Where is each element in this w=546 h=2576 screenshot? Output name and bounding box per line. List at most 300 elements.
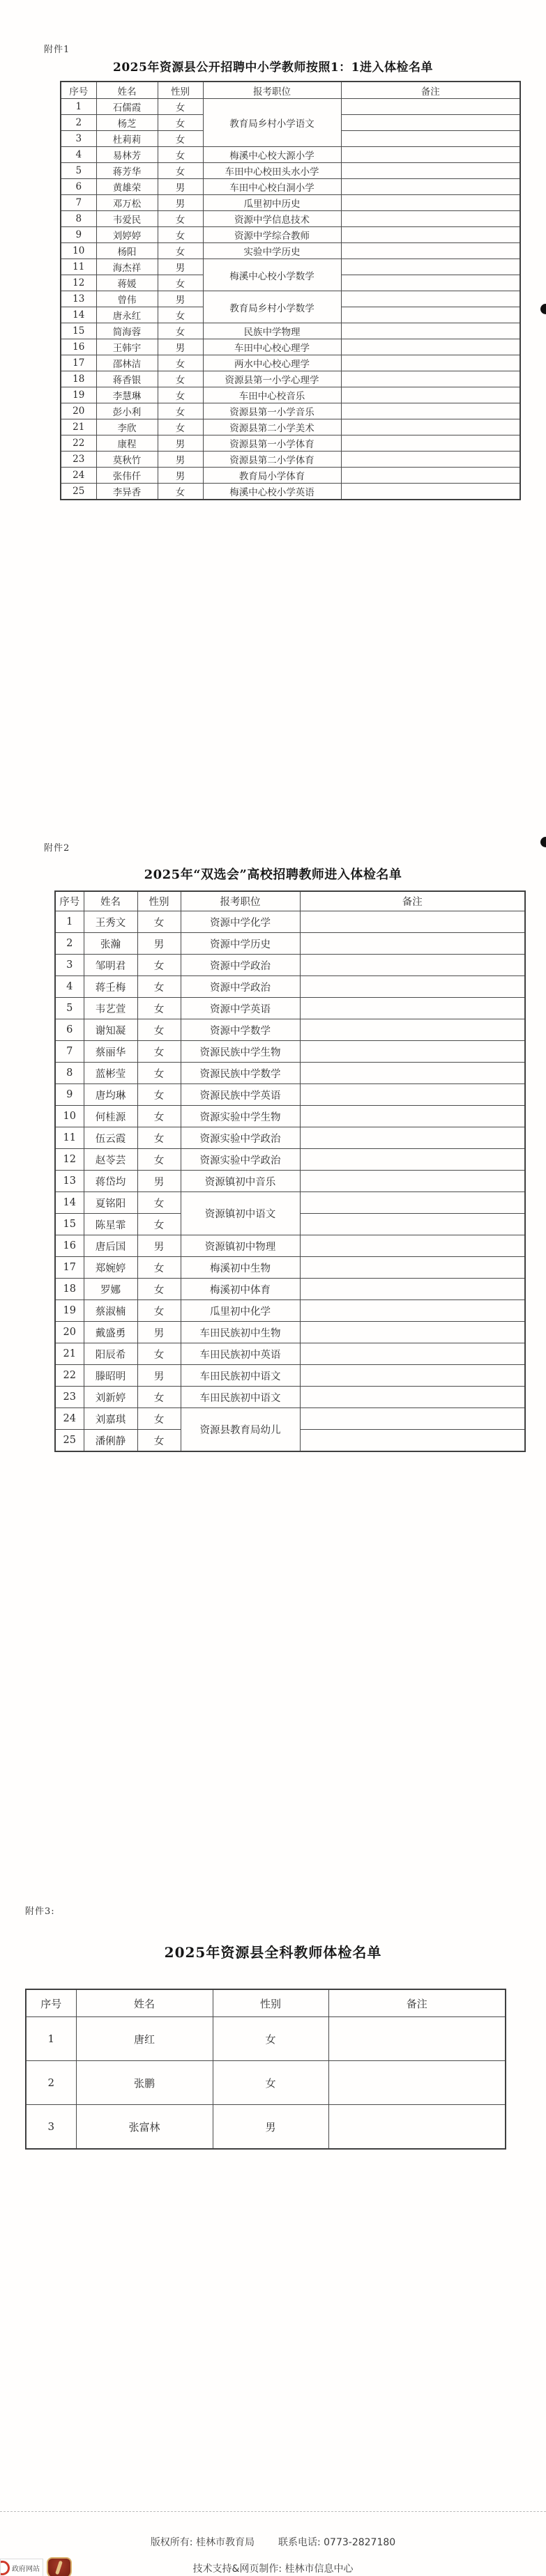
- remark-cell: [300, 1343, 525, 1365]
- remark-cell: [300, 1192, 525, 1214]
- name-cell: 莫秋竹: [96, 452, 158, 468]
- table-row: [55, 1235, 525, 1257]
- remark-cell: [300, 1214, 525, 1235]
- name-cell: 罗娜: [84, 1279, 137, 1300]
- name-cell: 曾伟: [96, 291, 158, 307]
- table-row: [61, 355, 520, 371]
- position-cell: 车田中心校音乐: [203, 387, 341, 403]
- position-cell: 资源县第二小学体育: [203, 452, 341, 468]
- position-cell: 资源镇初中物理: [181, 1235, 300, 1257]
- table-row: [55, 976, 525, 998]
- table-row: [61, 435, 520, 452]
- name-cell: 易林芳: [96, 147, 158, 163]
- remark-cell: [341, 259, 520, 275]
- serial-cell: 2: [26, 2061, 76, 2105]
- serial-cell: 15: [61, 323, 96, 339]
- position-cell: 资源县教育局幼儿: [181, 1408, 300, 1452]
- table-row: [55, 1257, 525, 1279]
- table-row: [55, 1365, 525, 1387]
- name-cell: 彭小利: [96, 403, 158, 419]
- name-cell: 王韩宇: [96, 339, 158, 355]
- position-cell: 资源民族中学数学: [181, 1063, 300, 1084]
- serial-cell: 18: [55, 1279, 84, 1300]
- gov-shield-glyph: [55, 2561, 63, 2575]
- remark-cell: [341, 131, 520, 147]
- remark-cell: [300, 1063, 525, 1084]
- serial-cell: 21: [61, 419, 96, 435]
- gender-cell: 女: [137, 1127, 181, 1149]
- position-cell: 资源县第一小学体育: [203, 435, 341, 452]
- table-row: [61, 339, 520, 355]
- name-cell: 刘婷婷: [96, 227, 158, 243]
- table-row: [55, 1063, 525, 1084]
- name-cell: 邹明君: [84, 955, 137, 976]
- position-cell: 资源县第二小学美术: [203, 419, 341, 435]
- remark-cell: [341, 355, 520, 371]
- name-cell: 唐均琳: [84, 1084, 137, 1106]
- position-cell: 梅溪初中体育: [181, 1279, 300, 1300]
- serial-cell: 24: [55, 1408, 84, 1430]
- position-cell: 教育局乡村小学语文: [203, 99, 341, 147]
- remark-cell: [328, 2017, 506, 2061]
- serial-cell: 19: [61, 387, 96, 403]
- remark-cell: [341, 179, 520, 195]
- name-cell: 潘俐静: [84, 1430, 137, 1452]
- position-cell: 资源县第一小学音乐: [203, 403, 341, 419]
- table-row: [55, 1106, 525, 1127]
- name-cell: 黄雄荣: [96, 179, 158, 195]
- name-cell: 蔡丽华: [84, 1041, 137, 1063]
- serial-cell: 24: [61, 468, 96, 484]
- serial-cell: 22: [55, 1365, 84, 1387]
- column-header: 序号: [26, 1989, 76, 2017]
- name-cell: 海杰祥: [96, 259, 158, 275]
- serial-cell: 13: [55, 1171, 84, 1192]
- name-cell: 李异香: [96, 484, 158, 500]
- table-row: [61, 195, 520, 211]
- gender-cell: 男: [158, 452, 203, 468]
- serial-cell: 23: [61, 452, 96, 468]
- table-row: [61, 291, 520, 307]
- serial-cell: 11: [61, 259, 96, 275]
- name-cell: 蒋芳华: [96, 163, 158, 179]
- remark-cell: [300, 1041, 525, 1063]
- table-row: [61, 211, 520, 227]
- serial-cell: 10: [55, 1106, 84, 1127]
- table-row: [55, 1171, 525, 1192]
- gender-cell: 女: [158, 484, 203, 500]
- table-row: [55, 933, 525, 955]
- name-cell: 简海蓉: [96, 323, 158, 339]
- column-header: 备注: [341, 82, 520, 99]
- name-cell: 张瀚: [84, 933, 137, 955]
- attachment2-label: 附件2: [44, 843, 70, 854]
- gender-cell: 女: [158, 115, 203, 131]
- gov-website-error-badge[interactable]: [0, 2559, 43, 2576]
- gender-cell: 女: [137, 1063, 181, 1084]
- serial-cell: 23: [55, 1387, 84, 1408]
- table1-recruitment-list: [60, 81, 521, 500]
- gender-cell: 男: [137, 1171, 181, 1192]
- name-cell: 杜莉莉: [96, 131, 158, 147]
- remark-cell: [300, 1279, 525, 1300]
- column-header: 报考职位: [203, 82, 341, 99]
- serial-cell: 11: [55, 1127, 84, 1149]
- remark-cell: [341, 275, 520, 291]
- table-row: [61, 179, 520, 195]
- gender-cell: 女: [158, 147, 203, 163]
- gender-cell: 男: [137, 1322, 181, 1343]
- position-cell: 教育局乡村小学数学: [203, 291, 341, 323]
- serial-cell: 16: [55, 1235, 84, 1257]
- gender-cell: 女: [137, 1343, 181, 1365]
- position-cell: 资源中学综合教师: [203, 227, 341, 243]
- position-cell: 车田民族初中生物: [181, 1322, 300, 1343]
- remark-cell: [341, 419, 520, 435]
- position-cell: 资源县第一小学心理学: [203, 371, 341, 387]
- remark-cell: [300, 955, 525, 976]
- serial-cell: 10: [61, 243, 96, 259]
- gender-cell: 女: [137, 1019, 181, 1041]
- table-header-row: [55, 891, 525, 911]
- name-cell: 韦艺萱: [84, 998, 137, 1019]
- column-header: 序号: [61, 82, 96, 99]
- position-cell: 资源实验中学政治: [181, 1149, 300, 1171]
- table-row: [55, 955, 525, 976]
- remark-cell: [300, 1257, 525, 1279]
- gender-cell: 女: [213, 2017, 328, 2061]
- position-cell: 资源中学英语: [181, 998, 300, 1019]
- gender-cell: 女: [158, 227, 203, 243]
- column-header: 姓名: [76, 1989, 213, 2017]
- table-row: [61, 243, 520, 259]
- position-cell: 民族中学物理: [203, 323, 341, 339]
- serial-cell: 12: [55, 1149, 84, 1171]
- serial-cell: 12: [61, 275, 96, 291]
- table2-title: 2025年“双选会”高校招聘教师进入体检名单: [144, 867, 402, 882]
- serial-cell: 9: [61, 227, 96, 243]
- gender-cell: 女: [158, 163, 203, 179]
- serial-cell: 5: [61, 163, 96, 179]
- position-cell: 梅溪中心校小学英语: [203, 484, 341, 500]
- remark-cell: [341, 163, 520, 179]
- serial-cell: 2: [55, 933, 84, 955]
- position-cell: 梅溪中心校大源小学: [203, 147, 341, 163]
- serial-cell: 17: [61, 355, 96, 371]
- position-cell: 教育局小学体育: [203, 468, 341, 484]
- name-cell: 郑婉婷: [84, 1257, 137, 1279]
- column-header: 备注: [300, 891, 525, 911]
- footer-copyright-line: [0, 2535, 546, 2549]
- position-cell: 资源中学政治: [181, 976, 300, 998]
- scan-artifact-dot: [540, 304, 546, 314]
- column-header: 性别: [213, 1989, 328, 2017]
- serial-cell: 16: [61, 339, 96, 355]
- serial-cell: 14: [61, 307, 96, 323]
- table-row: [61, 163, 520, 179]
- serial-cell: 20: [55, 1322, 84, 1343]
- gender-cell: 女: [137, 955, 181, 976]
- gender-cell: 女: [137, 1300, 181, 1322]
- name-cell: 李欣: [96, 419, 158, 435]
- name-cell: 张富林: [76, 2105, 213, 2150]
- serial-cell: 7: [61, 195, 96, 211]
- remark-cell: [341, 468, 520, 484]
- attachment1-label: 附件1: [44, 45, 70, 55]
- remark-cell: [341, 195, 520, 211]
- remark-cell: [341, 323, 520, 339]
- table3-physical-exam-list: [25, 1989, 506, 2150]
- contact-phone-text: 联系电话: 0773-2827180: [278, 2537, 396, 2548]
- serial-cell: 13: [61, 291, 96, 307]
- remark-cell: [341, 99, 520, 115]
- serial-cell: 1: [26, 2017, 76, 2061]
- gender-cell: 男: [158, 291, 203, 307]
- table-row: [55, 1408, 525, 1430]
- remark-cell: [300, 1300, 525, 1322]
- column-header: 性别: [158, 82, 203, 99]
- table-row: [55, 1019, 525, 1041]
- table-row: [55, 1279, 525, 1300]
- remark-cell: [341, 227, 520, 243]
- gender-cell: 女: [137, 1041, 181, 1063]
- remark-cell: [300, 1019, 525, 1041]
- table-row: [55, 1041, 525, 1063]
- gender-cell: 女: [158, 99, 203, 115]
- column-header: 序号: [55, 891, 84, 911]
- name-cell: 李慧琳: [96, 387, 158, 403]
- table-row: [61, 259, 520, 275]
- gender-cell: 男: [158, 435, 203, 452]
- gender-cell: 女: [137, 1084, 181, 1106]
- table-header-row: [26, 1989, 506, 2017]
- table1-title: 2025年资源县公开招聘中小学教师按照1：1进入体检名单: [113, 61, 433, 75]
- gov-badge-label: 政府网站: [12, 2566, 40, 2573]
- name-cell: 韦爱民: [96, 211, 158, 227]
- position-cell: 资源中学政治: [181, 955, 300, 976]
- serial-cell: 20: [61, 403, 96, 419]
- name-cell: 唐红: [76, 2017, 213, 2061]
- name-cell: 蒋香银: [96, 371, 158, 387]
- serial-cell: 4: [61, 147, 96, 163]
- gender-cell: 男: [158, 468, 203, 484]
- name-cell: 何桂源: [84, 1106, 137, 1127]
- serial-cell: 6: [61, 179, 96, 195]
- attachment3-label: 附件3:: [25, 1906, 55, 1917]
- gender-cell: 男: [213, 2105, 328, 2150]
- serial-cell: 25: [55, 1430, 84, 1452]
- serial-cell: 18: [61, 371, 96, 387]
- column-header: 报考职位: [181, 891, 300, 911]
- name-cell: 唐永红: [96, 307, 158, 323]
- gender-cell: 女: [137, 1430, 181, 1452]
- gender-cell: 女: [137, 1257, 181, 1279]
- remark-cell: [341, 291, 520, 307]
- serial-cell: 8: [55, 1063, 84, 1084]
- name-cell: 蒋壬梅: [84, 976, 137, 998]
- gender-cell: 女: [158, 323, 203, 339]
- gender-cell: 女: [158, 243, 203, 259]
- position-cell: 资源实验中学生物: [181, 1106, 300, 1127]
- table-row: [61, 403, 520, 419]
- position-cell: 实验中学历史: [203, 243, 341, 259]
- position-cell: 车田民族初中英语: [181, 1343, 300, 1365]
- remark-cell: [341, 387, 520, 403]
- table-row: [61, 99, 520, 115]
- remark-cell: [300, 1106, 525, 1127]
- serial-cell: 9: [55, 1084, 84, 1106]
- remark-cell: [328, 2061, 506, 2105]
- scan-artifact-dot: [540, 837, 546, 847]
- position-cell: 资源实验中学政治: [181, 1127, 300, 1149]
- name-cell: 张鹏: [76, 2061, 213, 2105]
- position-cell: 车田民族初中语文: [181, 1365, 300, 1387]
- gender-cell: 女: [213, 2061, 328, 2105]
- serial-cell: 14: [55, 1192, 84, 1214]
- position-cell: 资源中学数学: [181, 1019, 300, 1041]
- name-cell: 伍云霞: [84, 1127, 137, 1149]
- gender-cell: 男: [158, 179, 203, 195]
- table-row: [55, 1127, 525, 1149]
- serial-cell: 3: [55, 955, 84, 976]
- gender-cell: 女: [158, 131, 203, 147]
- remark-cell: [300, 933, 525, 955]
- name-cell: 陈星霏: [84, 1214, 137, 1235]
- footer-support-line: [0, 2561, 546, 2575]
- gender-cell: 女: [137, 1149, 181, 1171]
- name-cell: 邓万松: [96, 195, 158, 211]
- name-cell: 滕昭明: [84, 1365, 137, 1387]
- remark-cell: [300, 911, 525, 933]
- gender-cell: 男: [158, 195, 203, 211]
- table-row: [55, 911, 525, 933]
- remark-cell: [300, 998, 525, 1019]
- remark-cell: [300, 976, 525, 998]
- table-row: [26, 2061, 506, 2105]
- table-row: [61, 323, 520, 339]
- gender-cell: 女: [137, 1106, 181, 1127]
- position-cell: 车田中心校心理学: [203, 339, 341, 355]
- table-row: [26, 2017, 506, 2061]
- gender-cell: 男: [137, 1365, 181, 1387]
- gender-cell: 男: [158, 259, 203, 275]
- table-row: [61, 147, 520, 163]
- table-row: [55, 1343, 525, 1365]
- gender-cell: 女: [137, 1214, 181, 1235]
- remark-cell: [341, 403, 520, 419]
- serial-cell: 3: [61, 131, 96, 147]
- serial-cell: 2: [61, 115, 96, 131]
- column-header: 性别: [137, 891, 181, 911]
- remark-cell: [341, 339, 520, 355]
- table-header-row: [61, 82, 520, 99]
- serial-cell: 4: [55, 976, 84, 998]
- table-row: [61, 419, 520, 435]
- table-row: [61, 227, 520, 243]
- position-cell: 资源中学历史: [181, 933, 300, 955]
- name-cell: 蒋岱均: [84, 1171, 137, 1192]
- name-cell: 蔡淑楠: [84, 1300, 137, 1322]
- tech-support-text: 技术支持&网页制作: 桂林市信息中心: [192, 2563, 354, 2575]
- table-row: [55, 1192, 525, 1214]
- gender-cell: 女: [158, 387, 203, 403]
- name-cell: 蒋媛: [96, 275, 158, 291]
- remark-cell: [300, 1322, 525, 1343]
- table-row: [55, 998, 525, 1019]
- gender-cell: 女: [137, 1192, 181, 1214]
- position-cell: 资源中学信息技术: [203, 211, 341, 227]
- position-cell: 车田中心校白洞小学: [203, 179, 341, 195]
- table-row: [61, 452, 520, 468]
- gender-cell: 女: [158, 275, 203, 291]
- gender-cell: 女: [158, 371, 203, 387]
- table2-recruitment-list: [54, 890, 526, 1452]
- name-cell: 蓝彬莹: [84, 1063, 137, 1084]
- position-cell: 资源镇初中音乐: [181, 1171, 300, 1192]
- name-cell: 戴盛勇: [84, 1322, 137, 1343]
- position-cell: 资源镇初中语文: [181, 1192, 300, 1235]
- position-cell: 梅溪初中生物: [181, 1257, 300, 1279]
- remark-cell: [300, 1149, 525, 1171]
- gov-shield-icon[interactable]: [47, 2557, 72, 2576]
- remark-cell: [328, 2105, 506, 2150]
- remark-cell: [300, 1387, 525, 1408]
- remark-cell: [300, 1235, 525, 1257]
- name-cell: 王秀文: [84, 911, 137, 933]
- remark-cell: [300, 1084, 525, 1106]
- position-cell: 两水中心校心理学: [203, 355, 341, 371]
- table-row: [55, 1322, 525, 1343]
- gender-cell: 女: [137, 1408, 181, 1430]
- remark-cell: [341, 147, 520, 163]
- column-header: 备注: [328, 1989, 506, 2017]
- position-cell: 车田中心校田头水小学: [203, 163, 341, 179]
- name-cell: 赵苓芸: [84, 1149, 137, 1171]
- gender-cell: 女: [137, 911, 181, 933]
- serial-cell: 15: [55, 1214, 84, 1235]
- name-cell: 张伟仟: [96, 468, 158, 484]
- serial-cell: 7: [55, 1041, 84, 1063]
- name-cell: 邵林洁: [96, 355, 158, 371]
- gender-cell: 女: [137, 1387, 181, 1408]
- position-cell: 梅溪中心校小学数学: [203, 259, 341, 291]
- table-row: [26, 2105, 506, 2150]
- name-cell: 刘嘉琪: [84, 1408, 137, 1430]
- remark-cell: [300, 1430, 525, 1452]
- remark-cell: [341, 484, 520, 500]
- name-cell: 唐后国: [84, 1235, 137, 1257]
- serial-cell: 17: [55, 1257, 84, 1279]
- position-cell: 资源民族中学英语: [181, 1084, 300, 1106]
- serial-cell: 5: [55, 998, 84, 1019]
- remark-cell: [300, 1408, 525, 1430]
- remark-cell: [341, 371, 520, 387]
- gender-cell: 女: [137, 976, 181, 998]
- position-cell: 瓜里初中历史: [203, 195, 341, 211]
- table-row: [61, 371, 520, 387]
- serial-cell: 19: [55, 1300, 84, 1322]
- serial-cell: 25: [61, 484, 96, 500]
- position-cell: 资源中学化学: [181, 911, 300, 933]
- name-cell: 谢知凝: [84, 1019, 137, 1041]
- remark-cell: [341, 243, 520, 259]
- gender-cell: 女: [158, 355, 203, 371]
- name-cell: 石儒霞: [96, 99, 158, 115]
- serial-cell: 22: [61, 435, 96, 452]
- position-cell: 车田民族初中语文: [181, 1387, 300, 1408]
- name-cell: 夏铭阳: [84, 1192, 137, 1214]
- table-row: [61, 468, 520, 484]
